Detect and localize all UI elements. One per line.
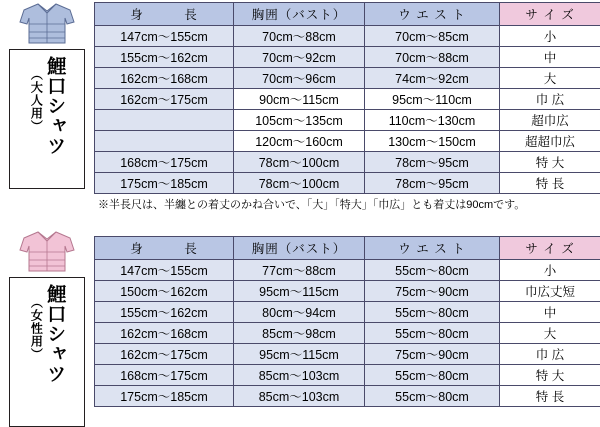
table-row [95, 173, 600, 194]
cell-size: 超超巾広 [500, 131, 600, 152]
cell-waist: 95cm〜110cm [365, 89, 500, 110]
cell-bust: 85cm〜103cm [234, 365, 365, 386]
women-size-table [94, 236, 600, 407]
cell-bust: 77cm〜88cm [234, 260, 365, 281]
adult-title-sub: （大人用） [30, 56, 43, 133]
table-row [95, 89, 600, 110]
table-row [95, 281, 600, 302]
cell-bust: 95cm〜115cm [234, 281, 365, 302]
header-bust: 胸囲（バスト） [234, 3, 365, 26]
cell-bust: 70cm〜96cm [234, 68, 365, 89]
adult-title-main: 鯉口シャツ [44, 56, 64, 156]
table-row [95, 344, 600, 365]
cell-size: 巾広丈短 [500, 281, 600, 302]
cell-height: 150cm〜162cm [95, 281, 234, 302]
cell-waist: 70cm〜88cm [365, 47, 500, 68]
header-size: サ イ ズ [500, 237, 600, 260]
table-row [95, 68, 600, 89]
cell-height: 147cm〜155cm [95, 260, 234, 281]
header-bust: 胸囲（バスト） [234, 237, 365, 260]
table-row [95, 131, 600, 152]
cell-size: 特 大 [500, 365, 600, 386]
cell-bust: 78cm〜100cm [234, 152, 365, 173]
table-row [95, 152, 600, 173]
cell-size: 中 [500, 47, 600, 68]
cell-size: 巾 広 [500, 344, 600, 365]
cell-height: 162cm〜175cm [95, 89, 234, 110]
cell-waist: 110cm〜130cm [365, 110, 500, 131]
women-title-box [9, 277, 85, 427]
cell-bust: 85cm〜98cm [234, 323, 365, 344]
adult-size-table [94, 2, 600, 194]
cell-height: 162cm〜168cm [95, 68, 234, 89]
table-row [95, 26, 600, 47]
women-title-main: 鯉口シャツ [44, 284, 64, 384]
cell-height [95, 110, 234, 131]
cell-waist: 55cm〜80cm [365, 260, 500, 281]
cell-bust: 105cm〜135cm [234, 110, 365, 131]
cell-height: 155cm〜162cm [95, 302, 234, 323]
header-height: 身 長 [95, 237, 234, 260]
table-row [95, 386, 600, 407]
cell-size: 特 大 [500, 152, 600, 173]
cell-bust: 78cm〜100cm [234, 173, 365, 194]
cell-waist: 75cm〜90cm [365, 344, 500, 365]
cell-bust: 120cm〜160cm [234, 131, 365, 152]
table-header-row [95, 237, 600, 260]
cell-height: 155cm〜162cm [95, 47, 234, 68]
adult-left-column [4, 0, 90, 189]
cell-height: 162cm〜175cm [95, 344, 234, 365]
kimono-shirt-blue-icon [10, 2, 84, 46]
adult-title-box [9, 49, 85, 189]
cell-size: 小 [500, 260, 600, 281]
table-row [95, 365, 600, 386]
cell-size: 超巾広 [500, 110, 600, 131]
adult-note: ※半長尺は、半纏との着丈のかね合いで、「大」「特大」「巾広」とも着丈は90cmです。 [98, 196, 525, 212]
cell-height: 168cm〜175cm [95, 365, 234, 386]
table-row [95, 323, 600, 344]
cell-bust: 70cm〜88cm [234, 26, 365, 47]
header-waist: ウ エ ス ト [365, 3, 500, 26]
table-row [95, 110, 600, 131]
cell-waist: 55cm〜80cm [365, 302, 500, 323]
cell-waist: 78cm〜95cm [365, 152, 500, 173]
cell-bust: 90cm〜115cm [234, 89, 365, 110]
cell-height: 147cm〜155cm [95, 26, 234, 47]
cell-size: 巾 広 [500, 89, 600, 110]
cell-waist: 75cm〜90cm [365, 281, 500, 302]
cell-size: 特 長 [500, 386, 600, 407]
header-height: 身 長 [95, 3, 234, 26]
cell-waist: 70cm〜85cm [365, 26, 500, 47]
cell-bust: 80cm〜94cm [234, 302, 365, 323]
cell-bust: 70cm〜92cm [234, 47, 365, 68]
cell-height: 175cm〜185cm [95, 173, 234, 194]
header-waist: ウ エ ス ト [365, 237, 500, 260]
women-left-column [4, 228, 90, 427]
cell-height: 168cm〜175cm [95, 152, 234, 173]
kimono-shirt-pink-icon [10, 230, 84, 274]
cell-height: 175cm〜185cm [95, 386, 234, 407]
table-row [95, 302, 600, 323]
cell-waist: 130cm〜150cm [365, 131, 500, 152]
cell-size: 特 長 [500, 173, 600, 194]
cell-waist: 78cm〜95cm [365, 173, 500, 194]
table-row [95, 260, 600, 281]
table-header-row [95, 3, 600, 26]
cell-size: 大 [500, 68, 600, 89]
cell-size: 小 [500, 26, 600, 47]
cell-bust: 85cm〜103cm [234, 386, 365, 407]
cell-height: 162cm〜168cm [95, 323, 234, 344]
women-title-sub: （女性用） [30, 284, 43, 361]
cell-waist: 55cm〜80cm [365, 365, 500, 386]
cell-waist: 74cm〜92cm [365, 68, 500, 89]
cell-waist: 55cm〜80cm [365, 386, 500, 407]
table-row [95, 47, 600, 68]
header-size: サ イ ズ [500, 3, 600, 26]
cell-waist: 55cm〜80cm [365, 323, 500, 344]
cell-size: 中 [500, 302, 600, 323]
cell-height [95, 131, 234, 152]
cell-bust: 95cm〜115cm [234, 344, 365, 365]
cell-size: 大 [500, 323, 600, 344]
